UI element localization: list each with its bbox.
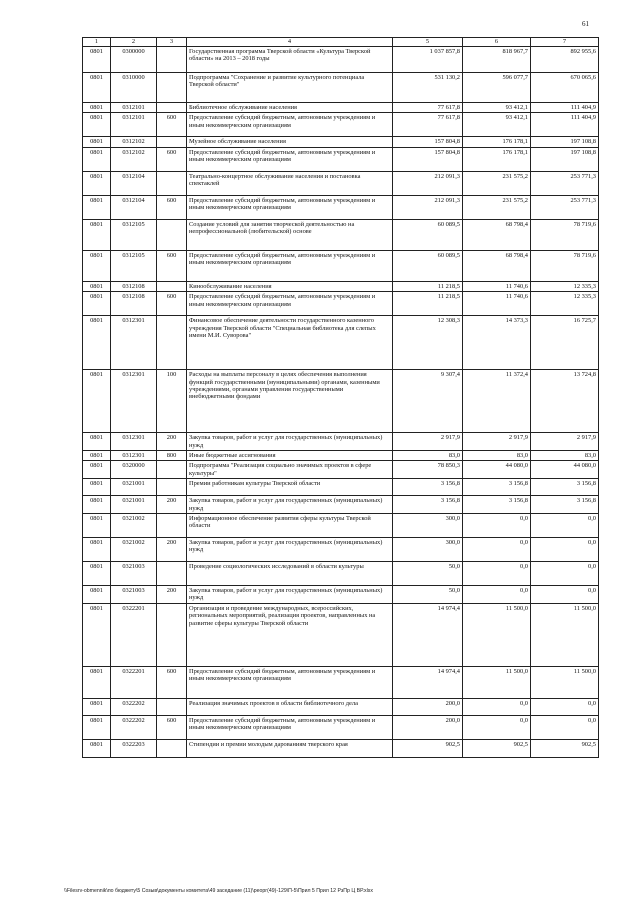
target-article-code: 0322203 <box>111 739 157 757</box>
table-row <box>83 562 599 586</box>
amount-year-3: 0,0 <box>531 562 599 586</box>
amount-year-1: 157 804,8 <box>393 137 463 147</box>
section-code: 0801 <box>83 281 111 291</box>
amount-year-1: 212 091,3 <box>393 171 463 195</box>
amount-year-1: 78 850,3 <box>393 461 463 479</box>
expense-type-code <box>157 219 187 250</box>
amount-year-3: 902,5 <box>531 739 599 757</box>
target-article-code: 0321003 <box>111 562 157 586</box>
amount-year-2: 596 077,7 <box>463 73 531 103</box>
description: Реализация значимых проектов в области библиотечного дела <box>187 698 393 715</box>
amount-year-2: 68 798,4 <box>463 250 531 281</box>
section-code: 0801 <box>83 73 111 103</box>
budget-table <box>82 37 599 758</box>
amount-year-2: 11 740,6 <box>463 292 531 316</box>
description: Подпрограмма "Сохранение и развитие культурного потенциала Тверской области" <box>187 73 393 103</box>
target-article-code: 0312102 <box>111 147 157 171</box>
target-article-code: 0321001 <box>111 496 157 514</box>
expense-type-code: 100 <box>157 370 187 433</box>
amount-year-1: 83,0 <box>393 451 463 461</box>
amount-year-3: 2 917,9 <box>531 433 599 451</box>
section-code: 0801 <box>83 698 111 715</box>
table-row <box>83 147 599 171</box>
table-row <box>83 698 599 715</box>
amount-year-2: 2 917,9 <box>463 433 531 451</box>
footer-file-path: \\Filesrv-obmennik\по бюджету\5 Созыв\документы комитета\49 заседание (11)\реорг(49)-129\П-5\Прил 5 Прил 12 РзПр Ц ВР.xlsx <box>64 888 373 894</box>
description: Предоставление субсидий бюджетным, автономным учреждениям и иным некоммерческим организациям <box>187 250 393 281</box>
description: Проведение социологических исследований в области культуры <box>187 562 393 586</box>
amount-year-1: 157 804,8 <box>393 147 463 171</box>
table-row <box>83 666 599 698</box>
table-row <box>83 433 599 451</box>
table-row <box>83 496 599 514</box>
amount-year-1: 11 218,5 <box>393 292 463 316</box>
amount-year-1: 11 218,5 <box>393 281 463 291</box>
description: Предоставление субсидий бюджетным, автономным учреждениям и иным некоммерческим организациям <box>187 113 393 137</box>
amount-year-2: 68 798,4 <box>463 219 531 250</box>
amount-year-2: 11 372,4 <box>463 370 531 433</box>
amount-year-3: 0,0 <box>531 586 599 604</box>
expense-type-code <box>157 514 187 538</box>
expense-type-code <box>157 562 187 586</box>
description: Предоставление субсидий бюджетным, автономным учреждениям и иным некоммерческим организациям <box>187 147 393 171</box>
amount-year-1: 60 089,5 <box>393 250 463 281</box>
section-code: 0801 <box>83 586 111 604</box>
amount-year-3: 0,0 <box>531 698 599 715</box>
table-row <box>83 715 599 739</box>
column-header: 2 <box>111 38 157 47</box>
amount-year-3: 13 724,8 <box>531 370 599 433</box>
expense-type-code: 600 <box>157 147 187 171</box>
expense-type-code: 200 <box>157 496 187 514</box>
target-article-code: 0321001 <box>111 479 157 496</box>
amount-year-3: 11 500,0 <box>531 666 599 698</box>
amount-year-2: 3 156,8 <box>463 479 531 496</box>
amount-year-2: 83,0 <box>463 451 531 461</box>
table-row <box>83 171 599 195</box>
section-code: 0801 <box>83 316 111 370</box>
amount-year-3: 83,0 <box>531 451 599 461</box>
amount-year-1: 77 617,8 <box>393 103 463 113</box>
target-article-code: 0321002 <box>111 514 157 538</box>
target-article-code: 0312108 <box>111 292 157 316</box>
amount-year-2: 0,0 <box>463 514 531 538</box>
table-row <box>83 47 599 73</box>
table-header-row <box>83 38 599 47</box>
section-code: 0801 <box>83 137 111 147</box>
amount-year-3: 44 080,0 <box>531 461 599 479</box>
amount-year-1: 9 307,4 <box>393 370 463 433</box>
amount-year-2: 11 500,0 <box>463 666 531 698</box>
section-code: 0801 <box>83 739 111 757</box>
target-article-code: 0312105 <box>111 250 157 281</box>
description: Предоставление субсидий бюджетным, автономным учреждениям и иным некоммерческим организациям <box>187 292 393 316</box>
description: Музейное обслуживание населения <box>187 137 393 147</box>
amount-year-2: 0,0 <box>463 586 531 604</box>
amount-year-2: 3 156,8 <box>463 496 531 514</box>
description: Информационное обеспечение развития сферы культуры Тверской области <box>187 514 393 538</box>
target-article-code: 0312108 <box>111 281 157 291</box>
amount-year-3: 253 771,3 <box>531 171 599 195</box>
section-code: 0801 <box>83 195 111 219</box>
description: Стипендии и премии молодым дарованиям тверского края <box>187 739 393 757</box>
table-row <box>83 603 599 666</box>
target-article-code: 0312301 <box>111 433 157 451</box>
table-row <box>83 250 599 281</box>
target-article-code: 0322202 <box>111 698 157 715</box>
description: Расходы на выплаты персоналу в целях обеспечения выполнения функций государственными (муниципальными) органами, казенными учреждениями, органами управления государственными внебюджетными фондами <box>187 370 393 433</box>
expense-type-code: 200 <box>157 538 187 562</box>
target-article-code: 0312301 <box>111 451 157 461</box>
section-code: 0801 <box>83 514 111 538</box>
description: Кинообслуживание населения <box>187 281 393 291</box>
table-row <box>83 281 599 291</box>
expense-type-code <box>157 479 187 496</box>
description: Закупка товаров, работ и услуг для государственных (муниципальных) нужд <box>187 433 393 451</box>
amount-year-2: 44 080,0 <box>463 461 531 479</box>
amount-year-1: 1 037 857,8 <box>393 47 463 73</box>
expense-type-code: 600 <box>157 250 187 281</box>
target-article-code: 0321002 <box>111 538 157 562</box>
target-article-code: 0320000 <box>111 461 157 479</box>
table-row <box>83 292 599 316</box>
description: Предоставление субсидий бюджетным, автономным учреждениям и иным некоммерческим организациям <box>187 195 393 219</box>
expense-type-code: 200 <box>157 433 187 451</box>
column-header: 4 <box>187 38 393 47</box>
amount-year-2: 11 740,6 <box>463 281 531 291</box>
amount-year-1: 3 156,8 <box>393 496 463 514</box>
amount-year-1: 531 130,2 <box>393 73 463 103</box>
target-article-code: 0322202 <box>111 715 157 739</box>
description: Закупка товаров, работ и услуг для государственных (муниципальных) нужд <box>187 538 393 562</box>
section-code: 0801 <box>83 171 111 195</box>
section-code: 0801 <box>83 538 111 562</box>
amount-year-1: 50,0 <box>393 562 463 586</box>
description: Предоставление субсидий бюджетным, автономным учреждениям и иным некоммерческим организациям <box>187 715 393 739</box>
table-row <box>83 103 599 113</box>
description: Библиотечное обслуживание населения <box>187 103 393 113</box>
amount-year-1: 3 156,8 <box>393 479 463 496</box>
target-article-code: 0312104 <box>111 171 157 195</box>
amount-year-3: 12 335,3 <box>531 281 599 291</box>
amount-year-3: 892 955,6 <box>531 47 599 73</box>
section-code: 0801 <box>83 666 111 698</box>
amount-year-3: 111 404,9 <box>531 113 599 137</box>
expense-type-code <box>157 461 187 479</box>
amount-year-1: 300,0 <box>393 538 463 562</box>
description: Создание условий для занятия творческой деятельностью на непрофессиональной (любительской) основе <box>187 219 393 250</box>
target-article-code: 0321003 <box>111 586 157 604</box>
expense-type-code: 600 <box>157 195 187 219</box>
amount-year-3: 253 771,3 <box>531 195 599 219</box>
target-article-code: 0312104 <box>111 195 157 219</box>
section-code: 0801 <box>83 479 111 496</box>
description: Подпрограмма "Реализация социально значимых проектов в сфере культуры" <box>187 461 393 479</box>
description: Иные бюджетные ассигнования <box>187 451 393 461</box>
amount-year-3: 0,0 <box>531 715 599 739</box>
target-article-code: 0322201 <box>111 603 157 666</box>
amount-year-2: 0,0 <box>463 538 531 562</box>
expense-type-code: 600 <box>157 113 187 137</box>
expense-type-code <box>157 281 187 291</box>
table-row <box>83 370 599 433</box>
expense-type-code <box>157 171 187 195</box>
section-code: 0801 <box>83 250 111 281</box>
target-article-code: 0312102 <box>111 137 157 147</box>
amount-year-1: 200,0 <box>393 698 463 715</box>
target-article-code: 0322201 <box>111 666 157 698</box>
amount-year-3: 12 335,3 <box>531 292 599 316</box>
description: Закупка товаров, работ и услуг для государственных (муниципальных) нужд <box>187 496 393 514</box>
description: Премии работникам культуры Тверской области <box>187 479 393 496</box>
section-code: 0801 <box>83 147 111 171</box>
amount-year-2: 231 575,2 <box>463 171 531 195</box>
amount-year-1: 14 974,4 <box>393 603 463 666</box>
amount-year-3: 78 719,6 <box>531 219 599 250</box>
amount-year-1: 12 308,3 <box>393 316 463 370</box>
amount-year-2: 176 178,1 <box>463 147 531 171</box>
amount-year-3: 111 404,9 <box>531 103 599 113</box>
amount-year-1: 300,0 <box>393 514 463 538</box>
section-code: 0801 <box>83 451 111 461</box>
section-code: 0801 <box>83 496 111 514</box>
description: Театрально-концертное обслуживание населения и постановка спектаклей <box>187 171 393 195</box>
section-code: 0801 <box>83 219 111 250</box>
table-body <box>83 47 599 758</box>
target-article-code: 0300000 <box>111 47 157 73</box>
amount-year-1: 212 091,3 <box>393 195 463 219</box>
expense-type-code: 200 <box>157 586 187 604</box>
description: Закупка товаров, работ и услуг для государственных (муниципальных) нужд <box>187 586 393 604</box>
amount-year-1: 77 617,8 <box>393 113 463 137</box>
target-article-code: 0312101 <box>111 103 157 113</box>
amount-year-1: 14 974,4 <box>393 666 463 698</box>
expense-type-code <box>157 739 187 757</box>
expense-type-code <box>157 137 187 147</box>
amount-year-3: 3 156,8 <box>531 479 599 496</box>
amount-year-2: 93 412,1 <box>463 103 531 113</box>
target-article-code: 0312101 <box>111 113 157 137</box>
expense-type-code <box>157 73 187 103</box>
amount-year-2: 176 178,1 <box>463 137 531 147</box>
description: Организация и проведение международных, всероссийских, региональных мероприятий, реализация проектов, направленных на развитие сферы культуры Тверской области <box>187 603 393 666</box>
table-row <box>83 479 599 496</box>
amount-year-2: 0,0 <box>463 698 531 715</box>
table-row <box>83 316 599 370</box>
section-code: 0801 <box>83 461 111 479</box>
section-code: 0801 <box>83 113 111 137</box>
amount-year-1: 60 089,5 <box>393 219 463 250</box>
expense-type-code: 600 <box>157 666 187 698</box>
description: Государственная программа Тверской области «Культура Тверской области» на 2013 – 2018 годы <box>187 47 393 73</box>
expense-type-code <box>157 103 187 113</box>
table-row <box>83 451 599 461</box>
table-row <box>83 538 599 562</box>
amount-year-3: 0,0 <box>531 538 599 562</box>
expense-type-code: 600 <box>157 292 187 316</box>
section-code: 0801 <box>83 603 111 666</box>
amount-year-2: 11 500,0 <box>463 603 531 666</box>
target-article-code: 0312105 <box>111 219 157 250</box>
amount-year-3: 197 108,8 <box>531 137 599 147</box>
amount-year-1: 50,0 <box>393 586 463 604</box>
table-row <box>83 137 599 147</box>
expense-type-code: 600 <box>157 715 187 739</box>
expense-type-code <box>157 603 187 666</box>
amount-year-3: 0,0 <box>531 514 599 538</box>
target-article-code: 0312301 <box>111 316 157 370</box>
column-header: 1 <box>83 38 111 47</box>
amount-year-2: 93 412,1 <box>463 113 531 137</box>
amount-year-1: 200,0 <box>393 715 463 739</box>
table-row <box>83 219 599 250</box>
expense-type-code: 800 <box>157 451 187 461</box>
amount-year-3: 3 156,8 <box>531 496 599 514</box>
section-code: 0801 <box>83 562 111 586</box>
description: Финансовое обеспечение деятельности государственного казенного учреждения Тверской области "Специальная библиотека для слепых имени М.И. Суворова" <box>187 316 393 370</box>
section-code: 0801 <box>83 292 111 316</box>
table-row <box>83 113 599 137</box>
section-code: 0801 <box>83 370 111 433</box>
target-article-code: 0310000 <box>111 73 157 103</box>
table-row <box>83 739 599 757</box>
expense-type-code <box>157 698 187 715</box>
amount-year-2: 818 967,7 <box>463 47 531 73</box>
amount-year-3: 11 500,0 <box>531 603 599 666</box>
amount-year-3: 670 065,6 <box>531 73 599 103</box>
table-row <box>83 461 599 479</box>
table-row <box>83 73 599 103</box>
amount-year-3: 16 725,7 <box>531 316 599 370</box>
description: Предоставление субсидий бюджетным, автономным учреждениям и иным некоммерческим организациям <box>187 666 393 698</box>
table-row <box>83 586 599 604</box>
column-header: 7 <box>531 38 599 47</box>
section-code: 0801 <box>83 103 111 113</box>
page-number: 61 <box>582 20 589 28</box>
amount-year-2: 0,0 <box>463 715 531 739</box>
amount-year-3: 78 719,6 <box>531 250 599 281</box>
table-row <box>83 195 599 219</box>
column-header: 6 <box>463 38 531 47</box>
amount-year-3: 197 108,8 <box>531 147 599 171</box>
expense-type-code <box>157 47 187 73</box>
amount-year-2: 14 373,3 <box>463 316 531 370</box>
amount-year-2: 231 575,2 <box>463 195 531 219</box>
amount-year-1: 902,5 <box>393 739 463 757</box>
amount-year-2: 902,5 <box>463 739 531 757</box>
amount-year-1: 2 917,9 <box>393 433 463 451</box>
section-code: 0801 <box>83 433 111 451</box>
amount-year-2: 0,0 <box>463 562 531 586</box>
expense-type-code <box>157 316 187 370</box>
section-code: 0801 <box>83 47 111 73</box>
column-header: 5 <box>393 38 463 47</box>
column-header: 3 <box>157 38 187 47</box>
section-code: 0801 <box>83 715 111 739</box>
target-article-code: 0312301 <box>111 370 157 433</box>
table-row <box>83 514 599 538</box>
